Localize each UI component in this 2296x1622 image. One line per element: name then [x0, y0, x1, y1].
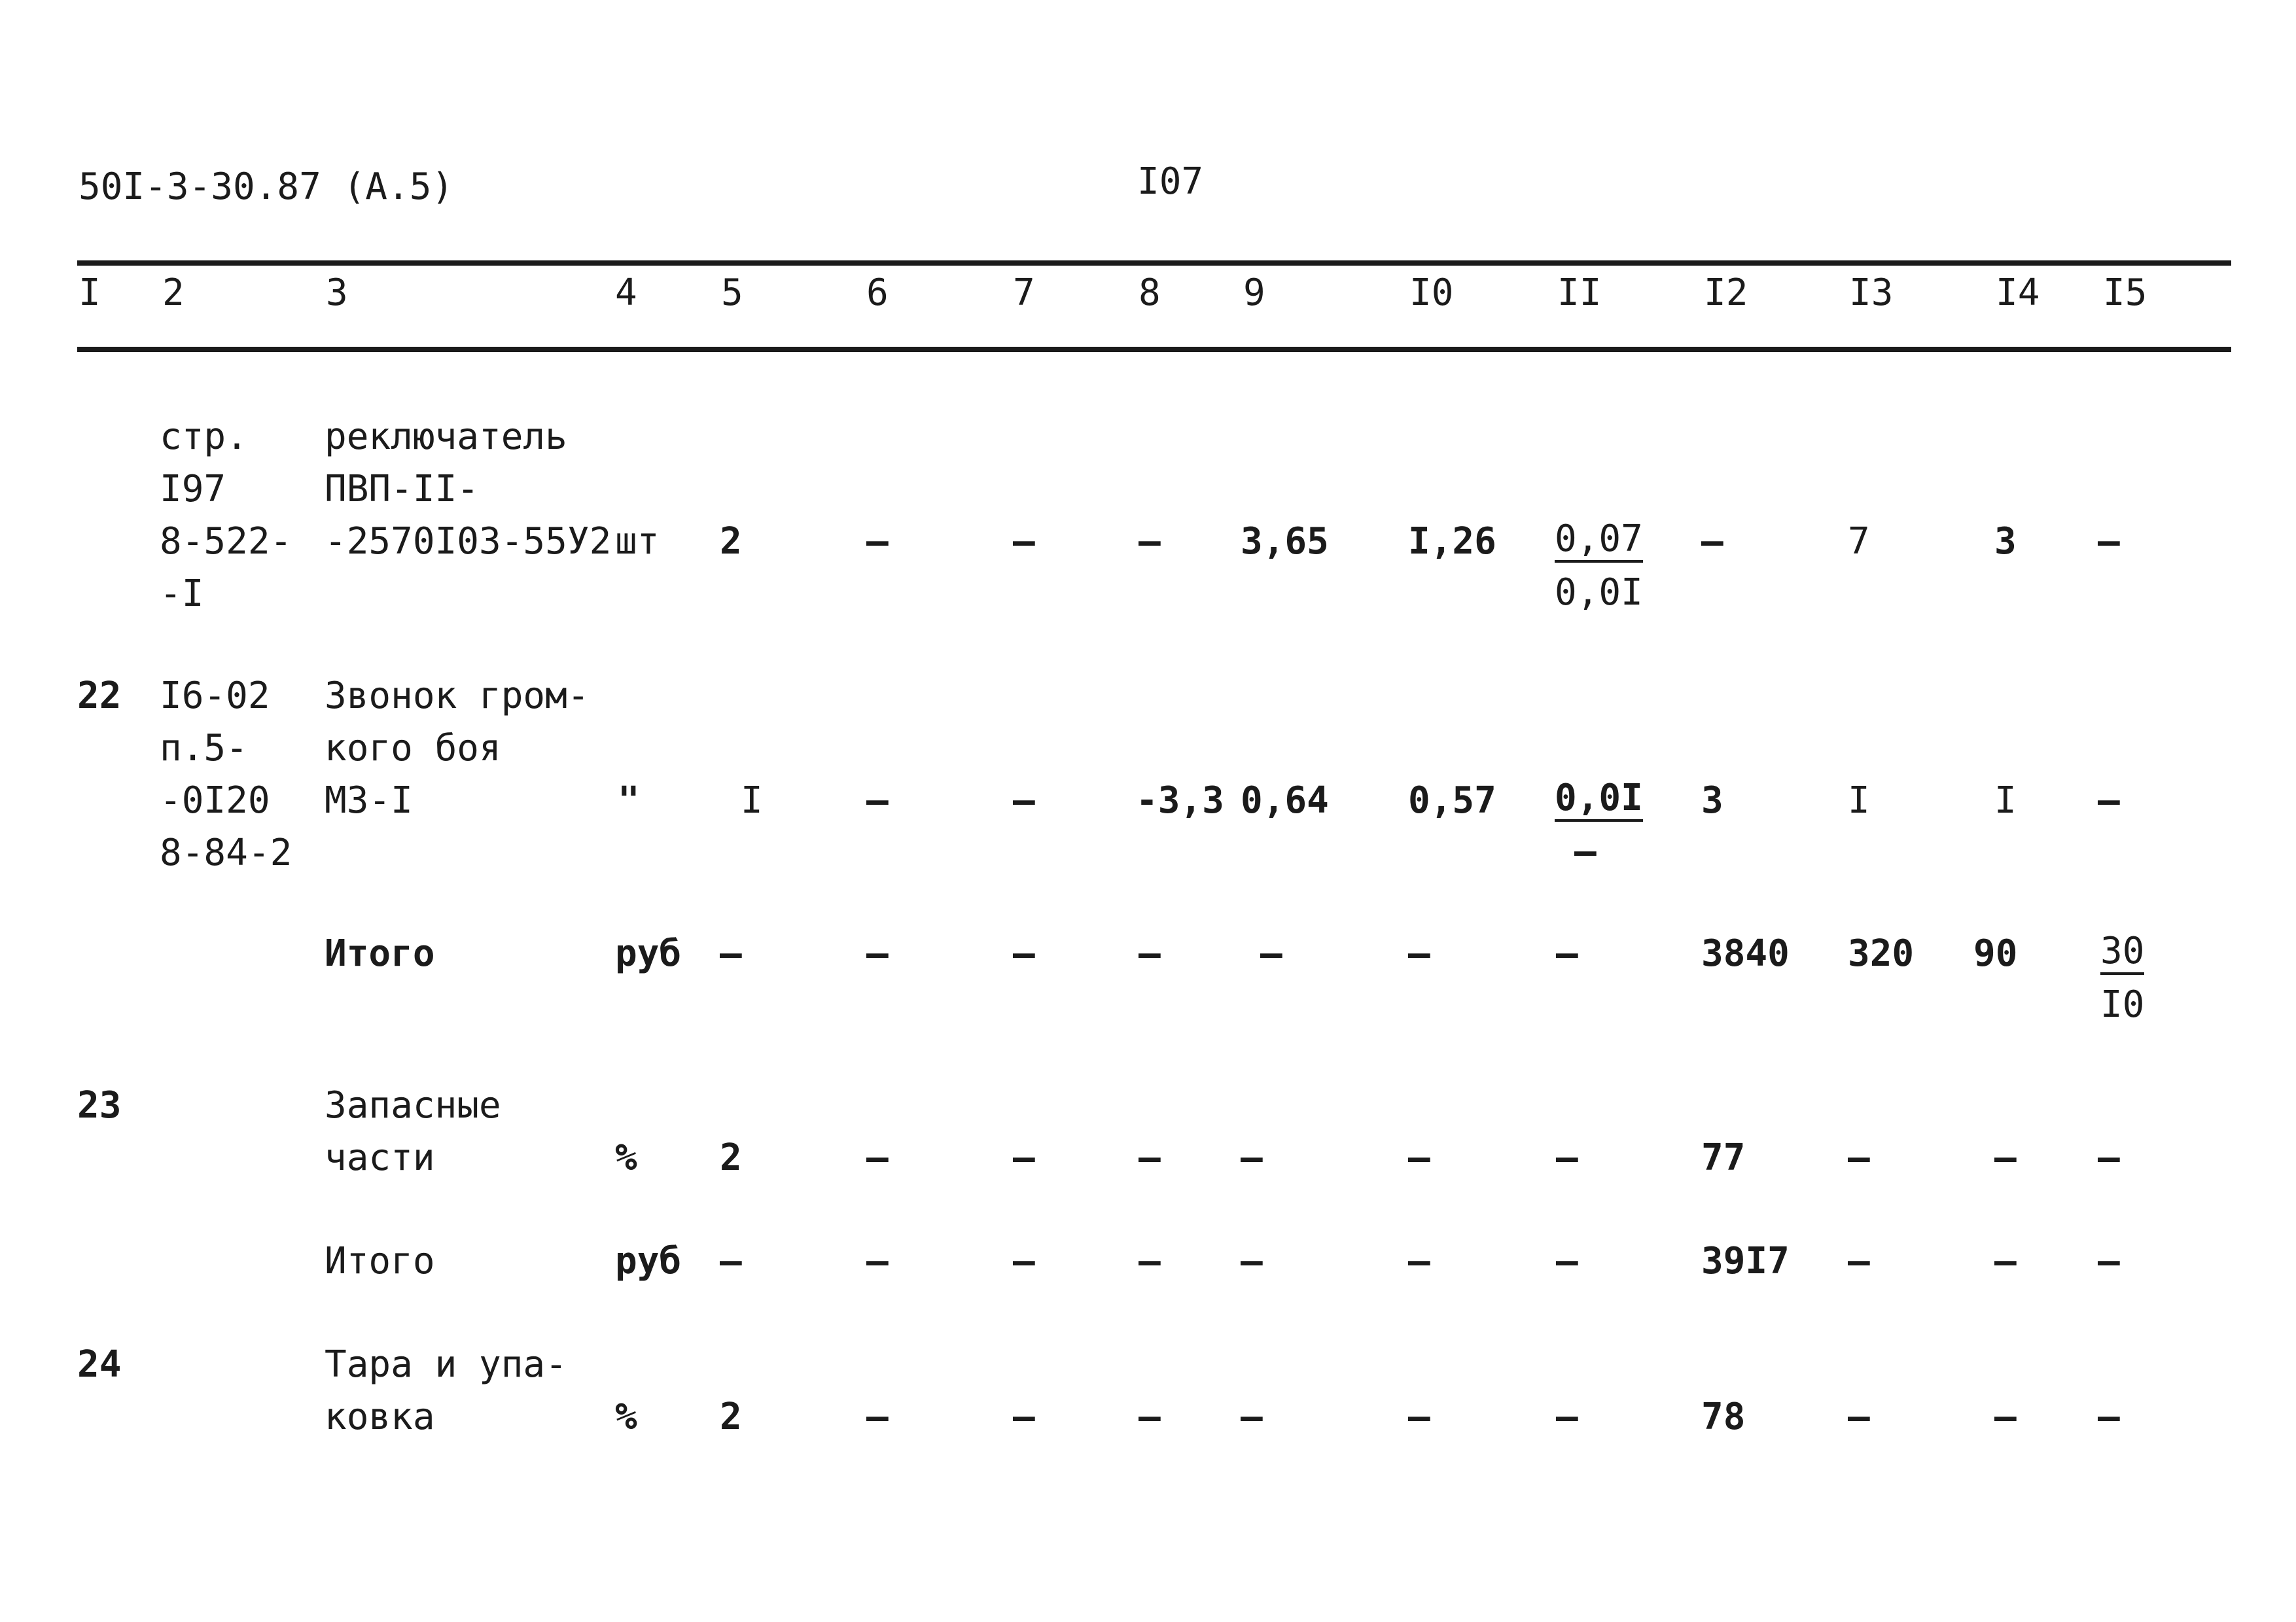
row-number: 22	[77, 675, 122, 717]
cell-col-5: –	[720, 932, 742, 975]
cell-col-9: –	[1241, 1137, 1263, 1179]
column-header-2: 2	[162, 272, 185, 314]
column-header-11: II	[1557, 272, 1602, 314]
cell-col-9: 3,65	[1241, 520, 1329, 563]
cell-col-8: –	[1139, 932, 1161, 975]
cell-col-11: –	[1556, 932, 1578, 975]
cell-col-7: –	[1013, 1137, 1035, 1179]
cell-col-9: –	[1260, 932, 1282, 975]
column-header-15: I5	[2103, 272, 2147, 314]
cell-col-15: –	[2098, 520, 2120, 563]
cell-col-7: –	[1013, 1240, 1035, 1282]
cell-col-7: –	[1013, 932, 1035, 975]
total-label: Итого	[325, 932, 435, 975]
cell-col-15: –	[2098, 1396, 2120, 1438]
column-header-13: I3	[1849, 272, 1894, 314]
row-reference-line: 8-522-	[160, 520, 292, 563]
document-code: 50I-3-30.87 (A.5)	[79, 166, 454, 208]
cell-col-14: –	[1994, 1396, 2017, 1438]
cell-col-6: –	[866, 1240, 889, 1282]
cell-col-14: I	[1994, 779, 2017, 822]
cell-col-12: –	[1701, 520, 1723, 563]
column-header-14: I4	[1996, 272, 2040, 314]
row-number: 23	[77, 1084, 122, 1127]
cell-col-7: –	[1013, 1396, 1035, 1438]
cell-col-12: 3	[1701, 779, 1723, 822]
column-header-6: 6	[866, 272, 889, 314]
cell-col-6: –	[866, 1396, 889, 1438]
total-label: Итого	[325, 1240, 435, 1282]
row-reference-line: стр.	[160, 415, 248, 458]
cell-col-11-bottom: –	[1574, 830, 1597, 873]
column-header-7: 7	[1013, 272, 1035, 314]
row-unit: шт	[615, 520, 660, 563]
cell-col-10: –	[1408, 1396, 1430, 1438]
cell-col-9: –	[1241, 1396, 1263, 1438]
cell-col-15-top: 30	[2100, 933, 2144, 975]
cell-col-15: –	[2098, 1137, 2120, 1179]
cell-col-13: –	[1848, 1396, 1870, 1438]
cell-col-15: –	[2098, 779, 2120, 822]
column-header-1: I	[79, 272, 101, 314]
cell-col-11: –	[1556, 1396, 1578, 1438]
row-quantity: 2	[720, 1396, 742, 1438]
cell-col-14: –	[1994, 1240, 2017, 1282]
cell-col-12: 77	[1701, 1137, 1746, 1179]
cell-col-10: –	[1408, 1240, 1430, 1282]
row-name-line: ПВП-II-	[325, 468, 480, 510]
row-name-line: Звонок гром-	[325, 675, 590, 717]
row-reference-line: п.5-	[160, 727, 248, 769]
page-number: I07	[1137, 160, 1204, 203]
cell-col-10: –	[1408, 932, 1430, 975]
cell-col-8: -3,3	[1136, 779, 1224, 822]
cell-col-12: 39I7	[1701, 1240, 1790, 1282]
column-header-4: 4	[615, 272, 637, 314]
row-name-line: Запасные	[325, 1084, 501, 1127]
cell-col-10: I,26	[1408, 520, 1496, 563]
row-unit: %	[615, 1137, 637, 1179]
column-header-3: 3	[326, 272, 348, 314]
cell-col-12: 78	[1701, 1396, 1746, 1438]
total-unit: руб	[615, 1240, 682, 1282]
cell-col-6: –	[866, 932, 889, 975]
cell-col-6: –	[866, 520, 889, 563]
row-name-line: Тара и упа-	[325, 1343, 567, 1386]
cell-col-11: –	[1556, 1137, 1578, 1179]
row-reference-line: I97	[160, 468, 226, 510]
row-reference-line: 8-84-2	[160, 832, 292, 874]
row-name-line: -2570I03-55У2	[325, 520, 612, 563]
column-header-9: 9	[1243, 272, 1265, 314]
row-reference-line: -0I20	[160, 779, 270, 822]
cell-col-8: –	[1139, 520, 1161, 563]
cell-col-8: –	[1139, 1240, 1161, 1282]
cell-col-6: –	[866, 779, 889, 822]
cell-col-7: –	[1013, 779, 1035, 822]
row-unit: "	[618, 779, 640, 822]
column-header-10: I0	[1409, 272, 1454, 314]
row-name-line: кого боя	[325, 727, 501, 769]
column-header-12: I2	[1704, 272, 1748, 314]
table-top-rule	[77, 260, 2231, 266]
cell-col-15: –	[2098, 1240, 2120, 1282]
row-quantity: I	[741, 779, 763, 822]
row-unit: %	[615, 1396, 637, 1438]
cell-col-15-bottom: I0	[2100, 983, 2145, 1026]
cell-col-10: 0,57	[1408, 779, 1496, 822]
cell-col-13: I	[1848, 779, 1870, 822]
cell-col-8: –	[1139, 1396, 1161, 1438]
row-quantity: 2	[720, 520, 742, 563]
column-header-8: 8	[1139, 272, 1161, 314]
row-reference-line: I6-02	[160, 675, 270, 717]
cell-col-8: –	[1139, 1137, 1161, 1179]
cell-col-5: –	[720, 1240, 742, 1282]
cell-col-14: –	[1994, 1137, 2017, 1179]
cell-col-7: –	[1013, 520, 1035, 563]
row-name-line: реключатель	[325, 415, 567, 458]
cell-col-11-bottom: 0,0I	[1555, 571, 1643, 614]
cell-col-11-top: 0,0I	[1555, 780, 1643, 822]
cell-col-11-top: 0,07	[1555, 521, 1643, 563]
cell-col-10: –	[1408, 1137, 1430, 1179]
cell-col-13: 7	[1848, 520, 1870, 563]
cell-col-13: 320	[1848, 932, 1915, 975]
total-unit: руб	[615, 932, 682, 975]
cell-col-14: 3	[1994, 520, 2017, 563]
cell-col-6: –	[866, 1137, 889, 1179]
row-quantity: 2	[720, 1137, 742, 1179]
cell-col-14: 90	[1973, 932, 2018, 975]
cell-col-9: 0,64	[1241, 779, 1329, 822]
column-header-5: 5	[721, 272, 743, 314]
table-header-rule	[77, 347, 2231, 352]
row-number: 24	[77, 1343, 122, 1386]
cell-col-13: –	[1848, 1240, 1870, 1282]
cell-col-9: –	[1241, 1240, 1263, 1282]
cell-col-13: –	[1848, 1137, 1870, 1179]
row-name-line: ковка	[325, 1396, 435, 1438]
row-name-line: части	[325, 1137, 435, 1179]
row-reference-line: -I	[160, 573, 204, 615]
cell-col-12: 3840	[1701, 932, 1790, 975]
row-name-line: МЗ-I	[325, 779, 413, 822]
cell-col-11: –	[1556, 1240, 1578, 1282]
